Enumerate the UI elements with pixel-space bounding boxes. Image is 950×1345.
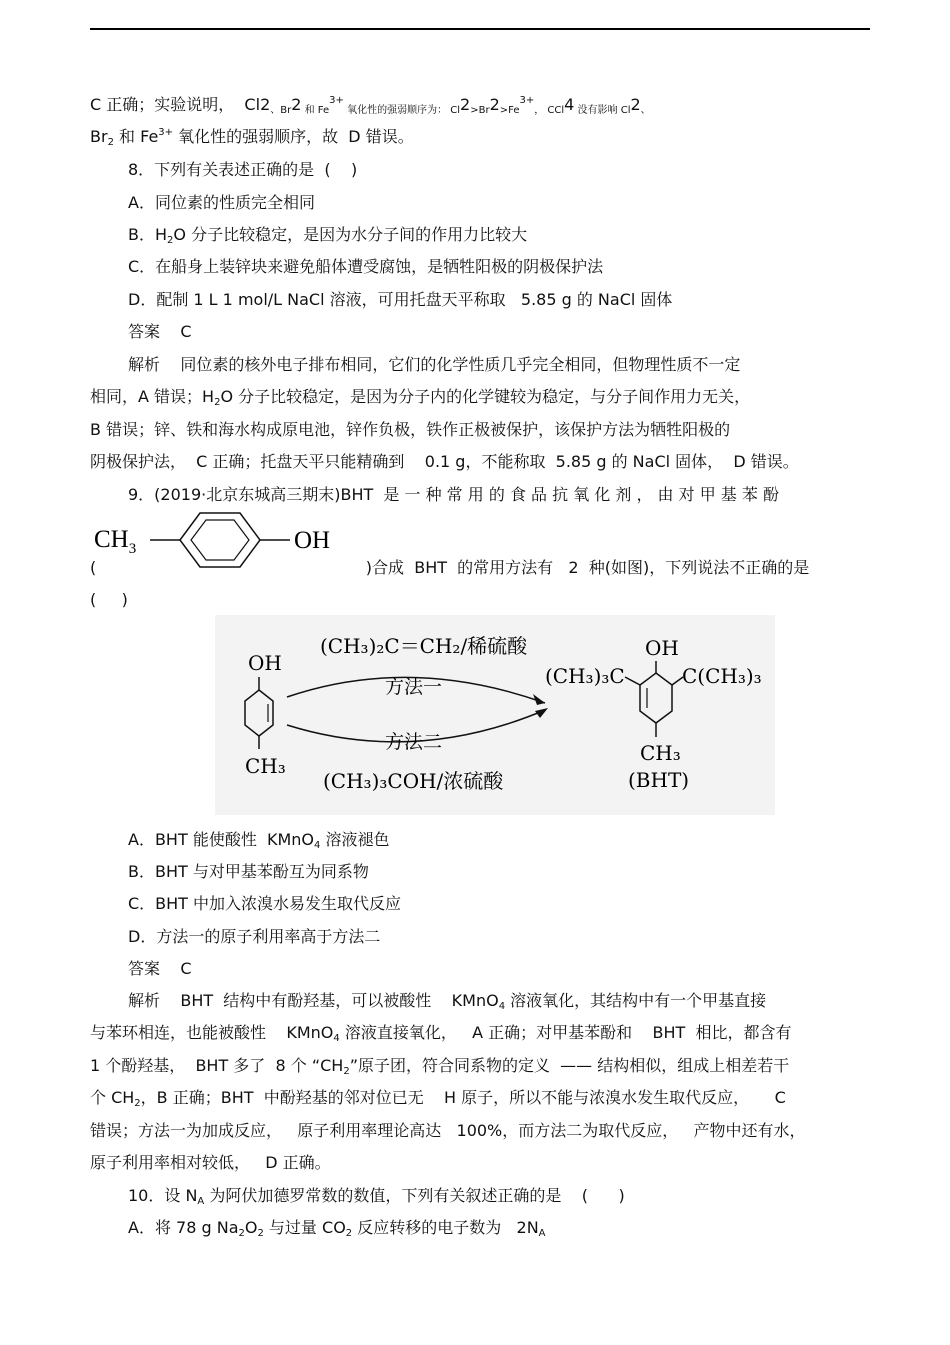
question-9-option-c: C．BHT 中加入浓溴水易发生取代反应 [128,894,402,913]
method-2-label: 方法二 [385,731,443,753]
question-9-option-d: D．方法一的原子利用率高于方法二 [128,927,381,946]
question-8-explanation-2: 相同，A 错误；$H_2O$ 分子比较稳定，是因为分子内的化学键较为稳定，与分子间作用力无关， [90,387,751,408]
reactant-structure [245,651,286,778]
reagent-1: (CH₃)₂C＝CH₂/稀硫酸 [320,634,528,658]
bht-synthesis-scheme [215,615,775,815]
question-10-option-a: A．将 78 g $Na_2O_2$ 与过量 $CO_2$ 反应转移的电子数为 $2N_A$ [128,1218,546,1239]
question-9-option-b: B．BHT 与对甲基苯酚互为同系物 [128,862,369,881]
question-9-line-3: ( ) [90,590,128,609]
reagent-2: (CH₃)₃COH/浓硫酸 [323,769,504,793]
method-1-label: 方法一 [385,676,443,698]
question-9-option-a: A．BHT 能使酸性 KMnO$_4$ 溶液褪色 [128,830,390,851]
question-9-explanation-2: 与苯环相连，也能被酸性 KMnO$_4$ 溶液直接氧化， A 正确；对甲基苯酚和 BHT 相比，都含有 [90,1023,792,1044]
question-9-explanation-3: 1 个酚羟基， BHT 多了 8 个 “$CH_2$”原子团，符合同系物的定义 —— 结构相似，组成上相差若干 [90,1056,790,1077]
line-2: $Br_2$ 和 $Fe^{3+}$ 氧化性的强弱顺序，故 D 错误。 [90,127,414,148]
question-8-option-d: D．配制 1 L 1 mol/L NaCl 溶液，可用托盘天平称取 5.85 g 的 NaCl 固体 [128,290,673,309]
svg-text:OH: OH [248,651,282,675]
svg-text:C(CH₃)₃: C(CH₃)₃ [682,664,762,688]
question-8-option-b: B．$H_2O$ 分子比较稳定，是因为水分子间的作用力比较大 [128,225,528,246]
svg-text:OH: OH [645,636,679,660]
line-1: C 正确；实验说明， $Cl2_{、Br}2$ $_{和 Fe}^{3+}$ $_{氧化性的强弱顺序为: Cl}2_{>Br}2_{>Fe}^{3+}_{, CCl}4$ $_{没有影响 Cl}2_、$ [90,95,651,116]
question-9-explanation-1: 解析 BHT 结构中有酚羟基，可以被酸性 KMnO$_4$ 溶液氧化，其结构中有一个甲基直接 [128,991,767,1012]
header-rule [90,28,870,30]
question-10: 10．设 $N_A$ 为阿伏加德罗常数的数值，下列有关叙述正确的是 ( ) [128,1186,625,1207]
question-9-answer: 答案 C [128,959,192,978]
question-8-explanation-4: 阴极保护法， C 正确；托盘天平只能精确到 0.1 g，不能称取 5.85 g 的 NaCl 固体， D 错误。 [90,452,799,471]
question-8-option-a: A．同位素的性质完全相同 [128,193,315,212]
question-8-answer: 答案 C [128,322,192,341]
question-9-explanation-4: 个 $CH_2$，B 正确；BHT 中酚羟基的邻对位已无 H 原子，所以不能与浓溴水发生取代反应， C [90,1088,786,1109]
product-name-label: (BHT) [628,768,690,792]
question-9: 9．(2019·北京东城高三期末)BHT 是 一 种 常 用 的 食 品 抗 氧 化 剂 ， 由 对 甲 基 苯 酚 [128,485,779,504]
molecule-ch3-label: $CH_3$ [94,526,137,557]
question-8-explanation-1: 解析 同位素的核外电子排布相同，它们的化学性质几乎完全相同，但物理性质不一定 [128,355,741,374]
question-8: 8．下列有关表述正确的是 ( ) [128,160,358,179]
svg-text:CH₃: CH₃ [245,754,286,778]
question-8-option-c: C．在船身上装锌块来避免船体遭受腐蚀，是牺牲阳极的阴极保护法 [128,257,604,276]
question-9-explanation-6: 原子利用率相对较低， D 正确。 [90,1153,331,1172]
question-9-explanation-5: 错误；方法一为加成反应， 原子利用率理论高达 100%，而方法二为取代反应， 产物中还有水， [90,1121,806,1140]
bht-structure [545,636,762,792]
svg-text:CH₃: CH₃ [640,741,681,765]
question-8-explanation-3: B 错误；锌、铁和海水构成原电池，锌作负极，铁作正极被保护，该保护方法为牺牲阳极的 [90,420,731,439]
molecule-oh-label: OH [294,527,331,554]
svg-text:(CH₃)₃C: (CH₃)₃C [545,664,625,688]
question-9-line-2: ( )合成 BHT 的常用方法有 2 种(如图)，下列说法不正确的是 [90,558,810,577]
